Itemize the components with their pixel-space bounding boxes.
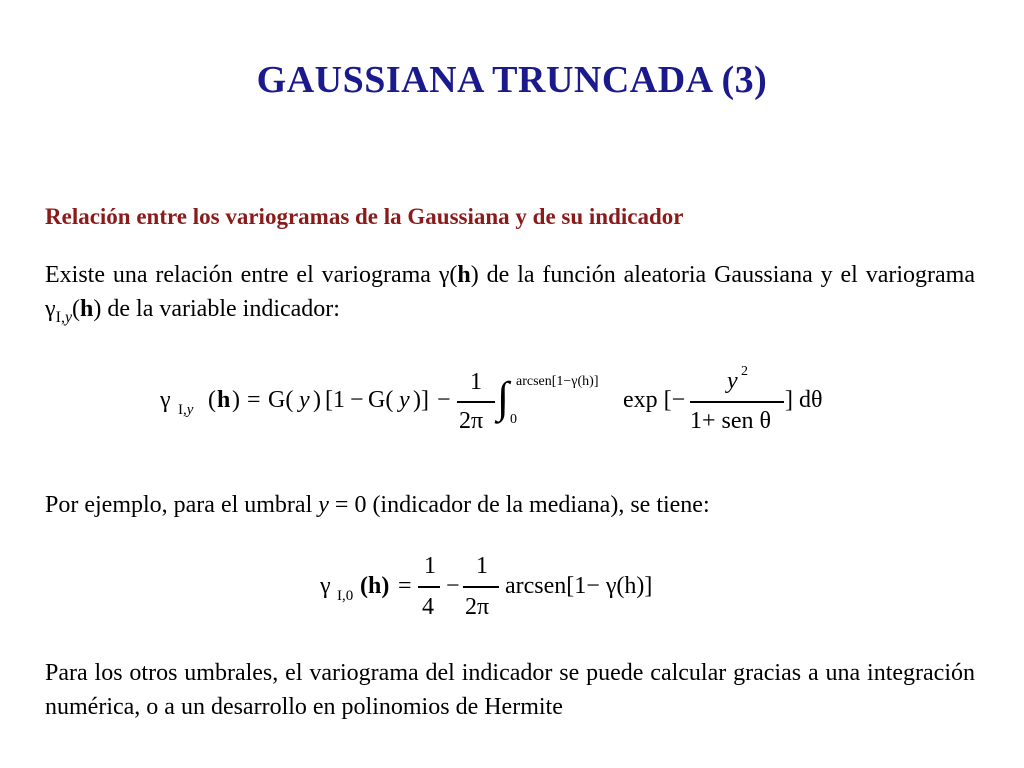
gamma-symbol: γ (45, 296, 56, 322)
eq1-close: ) (232, 387, 240, 413)
eq2-num1: 1 (424, 553, 436, 579)
eq2-den1: 4 (422, 594, 434, 620)
eq1-g2: G( (368, 387, 394, 413)
text-fragment: ) de la variable indicador: (93, 296, 340, 322)
text-fragment: = 0 (indicador de la mediana), se tiene: (328, 492, 710, 518)
h-vector: h (80, 296, 94, 322)
text-fragment: Existe una relación entre el variograma (45, 262, 439, 288)
subscript-y: y (64, 309, 73, 326)
eq1-g: G( (268, 387, 294, 413)
section-subtitle: Relación entre los variogramas de la Gaussiana y de su indicador (45, 204, 684, 229)
eq1-upper-limit: arcsen[1−γ(h)] (516, 374, 599, 389)
gamma-symbol: γ (438, 262, 450, 288)
eq1-h: h (217, 387, 231, 413)
eq2-minus: − (446, 573, 460, 599)
eq1-inner-den: 1+ sen θ (690, 408, 772, 434)
eq2-lhs: (h) (360, 573, 390, 599)
eq2-frac-bar1 (418, 586, 440, 588)
eq1-close2: )] (413, 387, 429, 413)
eq2-equals: = (398, 573, 412, 599)
eq1-equals: = (247, 387, 261, 413)
eq2-num2: 1 (476, 553, 488, 579)
eq2-rhs: arcsen[1− γ(h)] (505, 573, 653, 599)
eq1-bracket: [1 (325, 387, 345, 413)
threshold-y: y (318, 492, 329, 518)
eq2-subscript: I,0 (337, 588, 354, 604)
paren: ( (72, 296, 81, 322)
eq1-y2: y (399, 387, 410, 413)
subscript-i: I, (55, 309, 65, 326)
eq2-den2: 2π (465, 594, 490, 620)
text-fragment: Por ejemplo, para el umbral (45, 492, 319, 518)
eq1-open: ( (208, 387, 216, 413)
eq2-gamma: γ (320, 573, 331, 599)
eq1-frac-num: 1 (470, 369, 482, 395)
eq1-gclose: ) (313, 387, 321, 413)
text-fragment: ) de la función aleatoria Gaussiana y el variograma (470, 262, 975, 288)
paren: ( (449, 262, 458, 288)
eq1-minus: − (350, 387, 364, 413)
eq1-minus2: − (437, 387, 451, 413)
eq1-inner-exp: 2 (741, 364, 748, 379)
eq1-lower-limit: 0 (510, 412, 517, 427)
eq1-sub-y: y (186, 402, 194, 418)
eq1-exp: exp [− (623, 387, 686, 413)
eq1-gamma: γ (160, 387, 171, 413)
eq1-integral: ∫ (497, 373, 510, 422)
eq1-close-d: ] dθ (785, 387, 823, 413)
paragraph-other-thresholds: Para los otros umbrales, el variograma del indicador se puede calcular gracias a una integración numérica, o a un desarrollo en polinomios de Hermite (45, 660, 975, 720)
eq1-inner-num: y (727, 368, 738, 394)
eq1-sub-i: I, (178, 402, 187, 418)
h-vector: h (457, 262, 471, 288)
slide-title: GAUSSIANA TRUNCADA (3) (256, 59, 768, 101)
eq1-frac-den: 2π (459, 408, 484, 434)
eq2-frac-bar2 (463, 586, 499, 588)
eq1-y: y (299, 387, 310, 413)
